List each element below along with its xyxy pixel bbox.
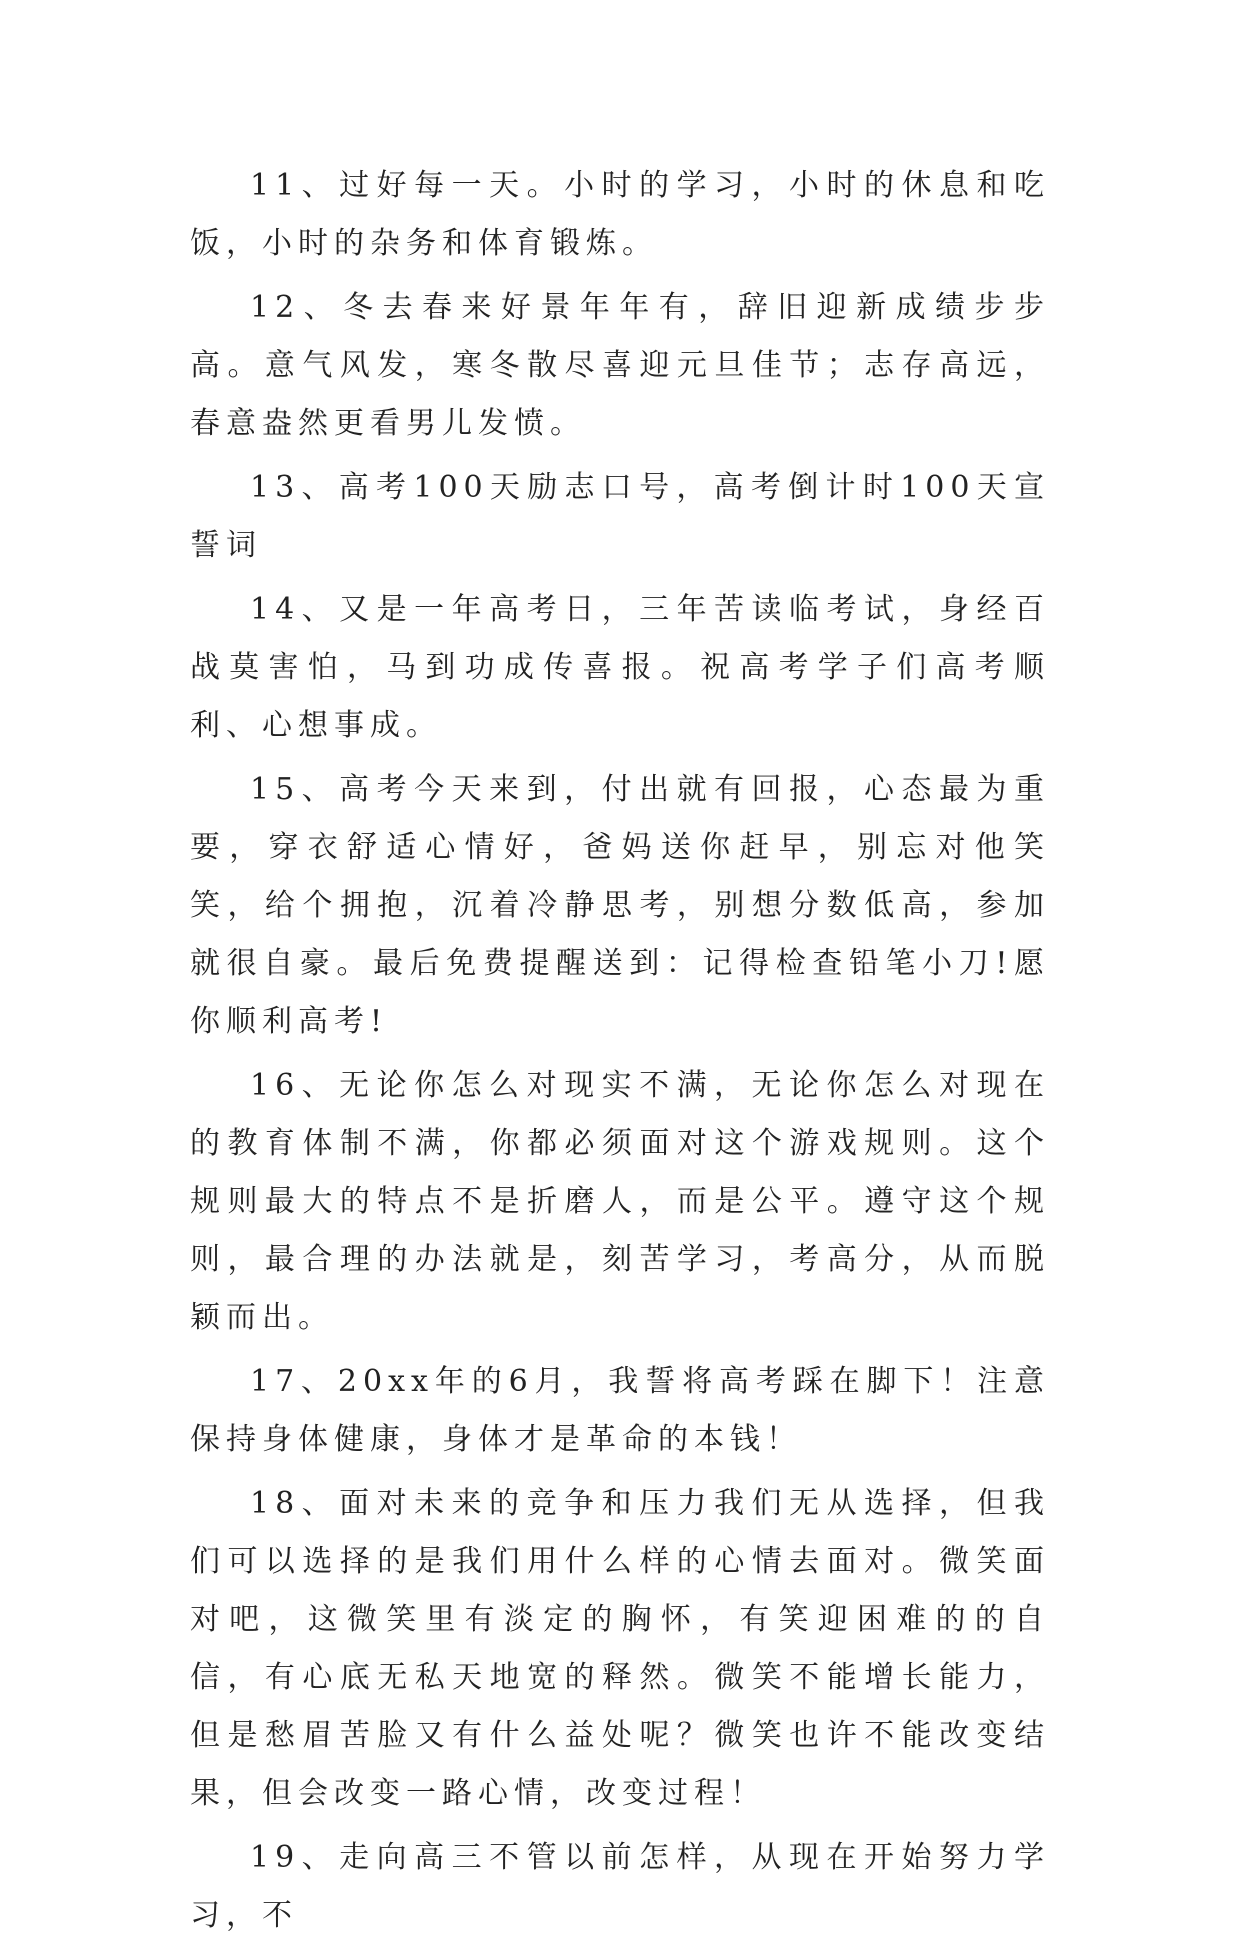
paragraph-18: 18、面对未来的竞争和压力我们无从选择，但我们可以选择的是我们用什么样的心情去面对。微笑面对吧，这微笑里有淡定的胸怀，有笑迎困难的的自信，有心底无私天地宽的释然。微笑不能增长能力，但是愁眉苦脸又有什么益处呢？微笑也许不能改变结果，但会改变一路心情，改变过程！ [190,1486,1050,1811]
paragraph-11: 11、过好每一天。小时的学习，小时的休息和吃饭，小时的杂务和体育锻炼。 [190,168,1050,261]
paragraph-14: 14、又是一年高考日，三年苦读临考试，身经百战莫害怕，马到功成传喜报。祝高考学子们高考顺利、心想事成。 [190,592,1050,743]
paragraph-13: 13、高考100天励志口号，高考倒计时100天宣誓词 [190,470,1050,563]
paragraph-16: 16、无论你怎么对现实不满，无论你怎么对现在的教育体制不满，你都必须面对这个游戏规则。这个规则最大的特点不是折磨人，而是公平。遵守这个规则，最合理的办法就是，刻苦学习，考高分，从而脱颖而出。 [190,1068,1050,1335]
paragraph-12: 12、冬去春来好景年年有，辞旧迎新成绩步步高。意气风发，寒冬散尽喜迎元旦佳节；志存高远，春意盎然更看男儿发愤。 [190,290,1050,441]
paragraph-19: 19、走向高三不管以前怎样，从现在开始努力学习，不 [190,1840,1050,1933]
paragraph-17: 17、20xx年的6月，我誓将高考踩在脚下！注意保持身体健康，身体才是革命的本钱！ [190,1364,1050,1457]
paragraph-15: 15、高考今天来到，付出就有回报，心态最为重要，穿衣舒适心情好，爸妈送你赶早，别忘对他笑笑，给个拥抱，沉着冷静思考，别想分数低高，参加就很自豪。最后免费提醒送到：记得检查铅笔小刀!愿你顺利高考! [190,772,1050,1039]
document-body [190,157,1050,1951]
